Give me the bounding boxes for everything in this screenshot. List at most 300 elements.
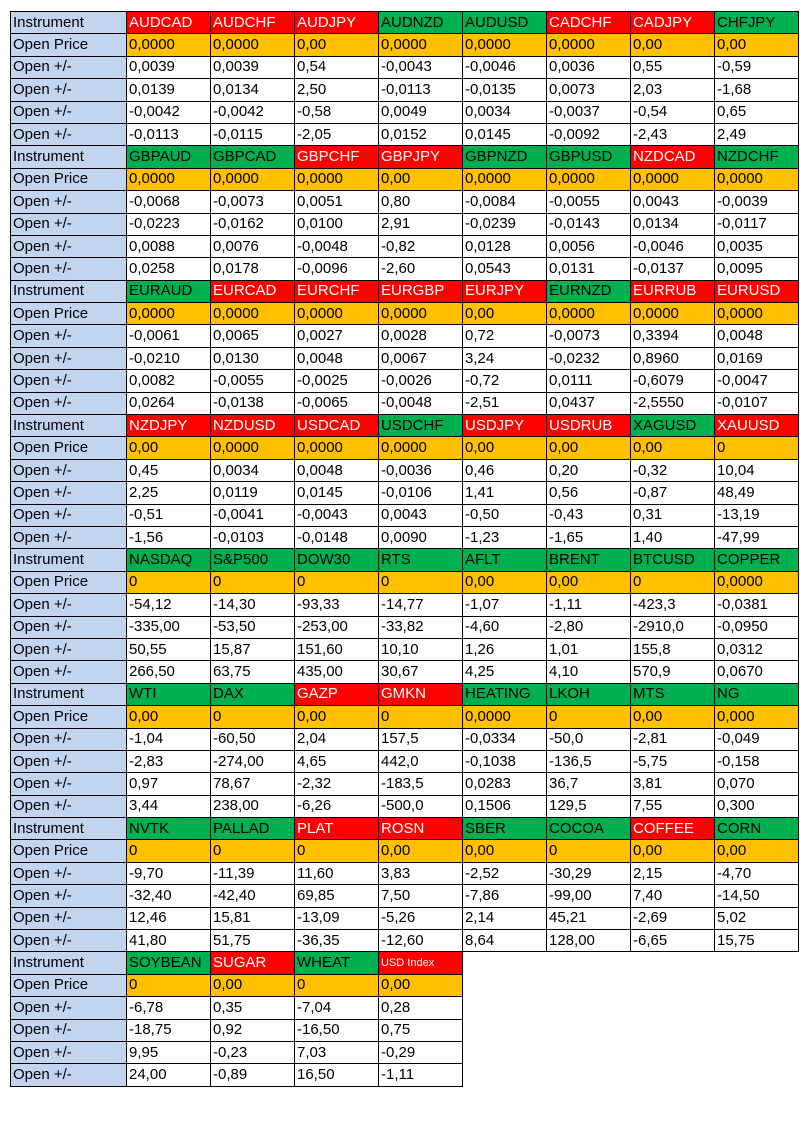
open-change-cell: -0,0048 (295, 235, 379, 257)
open-price-cell: 0,00 (379, 168, 463, 190)
open-change-cell: -335,00 (127, 616, 211, 638)
open-change-cell: 0,0076 (211, 235, 295, 257)
open-change-cell: -60,50 (211, 728, 295, 750)
open-price-cell: 0,00 (631, 840, 715, 862)
open-price-cell: 0,00 (463, 437, 547, 459)
open-price-row (11, 571, 799, 593)
open-price-cell: 0,0000 (127, 303, 211, 325)
instrument-name-cell: COPPER (715, 549, 799, 571)
row-label-open-change: Open +/- (11, 56, 127, 78)
open-change-cell: -0,0138 (211, 392, 295, 414)
open-change-cell: 4,10 (547, 661, 631, 683)
open-change-row (11, 213, 799, 235)
open-change-cell: -0,0042 (127, 101, 211, 123)
instrument-name-cell: SOYBEAN (127, 952, 211, 974)
instrument-name-cell: PALLAD (211, 818, 295, 840)
instrument-name-cell: RTS (379, 549, 463, 571)
row-label-open-price: Open Price (11, 840, 127, 862)
open-change-cell: -0,0037 (547, 101, 631, 123)
open-change-row (11, 728, 799, 750)
instrument-name-cell: BTCUSD (631, 549, 715, 571)
instrument-name-cell: GBPCHF (295, 146, 379, 168)
row-label-open-price: Open Price (11, 168, 127, 190)
open-price-cell: 0,00 (127, 706, 211, 728)
open-price-cell: 0,00 (295, 34, 379, 56)
open-price-cell: 0 (379, 706, 463, 728)
open-change-cell: -0,0381 (715, 594, 799, 616)
open-change-row (11, 1019, 799, 1041)
open-change-cell: 0,0039 (127, 56, 211, 78)
instrument-name-cell: USD Index (379, 952, 463, 974)
open-change-cell: -0,0061 (127, 325, 211, 347)
open-change-cell: 2,49 (715, 123, 799, 145)
open-change-cell: -5,26 (379, 907, 463, 929)
open-change-row (11, 907, 799, 929)
instrument-name-cell: USDRUB (547, 415, 631, 437)
open-change-cell: -14,77 (379, 594, 463, 616)
open-change-cell: 78,67 (211, 773, 295, 795)
open-change-cell: -54,12 (127, 594, 211, 616)
open-change-cell: -33,82 (379, 616, 463, 638)
open-change-cell: 51,75 (211, 930, 295, 952)
open-change-cell: 435,00 (295, 661, 379, 683)
row-label-instrument: Instrument (11, 952, 127, 974)
empty-cell (715, 997, 799, 1019)
open-change-cell: -0,58 (295, 101, 379, 123)
open-change-cell: 0,0034 (463, 101, 547, 123)
open-change-cell: 0,0065 (211, 325, 295, 347)
open-change-row (11, 862, 799, 884)
instrument-name-cell: WTI (127, 683, 211, 705)
instrument-name-cell: CORN (715, 818, 799, 840)
row-label-open-change: Open +/- (11, 1064, 127, 1086)
open-change-cell: -0,0106 (379, 482, 463, 504)
open-change-cell: -0,0143 (547, 213, 631, 235)
open-change-cell: 151,60 (295, 638, 379, 660)
open-change-cell: 0,56 (547, 482, 631, 504)
row-label-open-change: Open +/- (11, 638, 127, 660)
instrument-name-cell: USDCHF (379, 415, 463, 437)
instrument-header-row (11, 415, 799, 437)
open-price-cell: 0,00 (379, 840, 463, 862)
open-change-cell: -1,65 (547, 526, 631, 548)
open-change-cell: 1,41 (463, 482, 547, 504)
instrument-name-cell: CHFJPY (715, 12, 799, 34)
row-label-open-price: Open Price (11, 303, 127, 325)
open-price-cell: 0 (547, 840, 631, 862)
open-change-cell: 0,0088 (127, 235, 211, 257)
open-change-cell: 9,95 (127, 1041, 211, 1063)
open-change-cell: 30,67 (379, 661, 463, 683)
instrument-name-cell: NZDJPY (127, 415, 211, 437)
row-label-open-change: Open +/- (11, 235, 127, 257)
instrument-name-cell: USDCAD (295, 415, 379, 437)
open-change-cell: -2,51 (463, 392, 547, 414)
open-change-cell: -2,69 (631, 907, 715, 929)
open-change-cell: -0,049 (715, 728, 799, 750)
open-price-row (11, 706, 799, 728)
open-change-cell: 0,0034 (211, 459, 295, 481)
open-price-cell: 0 (211, 840, 295, 862)
open-change-cell: 0,0178 (211, 258, 295, 280)
empty-cell (463, 997, 547, 1019)
open-change-cell: 129,5 (547, 795, 631, 817)
empty-cell (547, 1064, 631, 1086)
open-change-cell: -1,11 (379, 1064, 463, 1086)
open-change-cell: 0,3394 (631, 325, 715, 347)
open-change-cell: 0,0283 (463, 773, 547, 795)
open-change-cell: -0,0950 (715, 616, 799, 638)
open-change-cell: -2,5550 (631, 392, 715, 414)
open-price-row (11, 437, 799, 459)
open-change-cell: 0,0067 (379, 347, 463, 369)
row-label-open-change: Open +/- (11, 191, 127, 213)
open-change-row (11, 1041, 799, 1063)
open-change-cell: -0,0113 (379, 79, 463, 101)
row-label-instrument: Instrument (11, 146, 127, 168)
open-change-cell: 16,50 (295, 1064, 379, 1086)
instrument-name-cell: GAZP (295, 683, 379, 705)
open-change-cell: 1,26 (463, 638, 547, 660)
open-change-cell: -0,0232 (547, 347, 631, 369)
open-change-cell: -42,40 (211, 885, 295, 907)
open-change-cell: -136,5 (547, 750, 631, 772)
open-change-cell: -2,05 (295, 123, 379, 145)
open-price-row (11, 974, 799, 996)
open-change-cell: 0,97 (127, 773, 211, 795)
instrument-name-cell: CADJPY (631, 12, 715, 34)
row-label-open-change: Open +/- (11, 482, 127, 504)
instrument-header-row (11, 818, 799, 840)
open-change-cell: -0,6079 (631, 370, 715, 392)
instrument-name-cell: EURCHF (295, 280, 379, 302)
open-change-row (11, 594, 799, 616)
instrument-name-cell: GBPNZD (463, 146, 547, 168)
row-label-open-change: Open +/- (11, 661, 127, 683)
open-price-cell: 0 (211, 571, 295, 593)
open-change-cell: 11,60 (295, 862, 379, 884)
open-change-cell: -1,68 (715, 79, 799, 101)
open-change-cell: 0,0119 (211, 482, 295, 504)
open-change-cell: -1,23 (463, 526, 547, 548)
open-change-cell: 7,55 (631, 795, 715, 817)
open-change-cell: -0,158 (715, 750, 799, 772)
instrument-name-cell: CADCHF (547, 12, 631, 34)
open-change-cell: 7,50 (379, 885, 463, 907)
open-change-cell: -0,0047 (715, 370, 799, 392)
open-change-cell: -0,54 (631, 101, 715, 123)
open-price-cell: 0,00 (715, 34, 799, 56)
open-change-cell: -93,33 (295, 594, 379, 616)
open-price-cell: 0,0000 (547, 34, 631, 56)
open-change-cell: 7,40 (631, 885, 715, 907)
open-change-cell: -1,56 (127, 526, 211, 548)
open-change-cell: -0,72 (463, 370, 547, 392)
empty-cell (547, 974, 631, 996)
instrument-name-cell: AUDJPY (295, 12, 379, 34)
open-change-cell: -2,80 (547, 616, 631, 638)
row-label-open-change: Open +/- (11, 750, 127, 772)
open-price-cell: 0,00 (463, 840, 547, 862)
instrument-name-cell: NZDCHF (715, 146, 799, 168)
open-price-cell: 0,0000 (127, 168, 211, 190)
instrument-header-row (11, 280, 799, 302)
open-change-cell: 266,50 (127, 661, 211, 683)
open-price-cell: 0,0000 (211, 34, 295, 56)
open-price-cell: 0 (631, 571, 715, 593)
row-label-open-change: Open +/- (11, 907, 127, 929)
open-change-cell: 0,0082 (127, 370, 211, 392)
instrument-header-row (11, 12, 799, 34)
open-change-row (11, 347, 799, 369)
row-label-open-change: Open +/- (11, 347, 127, 369)
open-price-cell: 0,00 (715, 840, 799, 862)
open-change-cell: 1,40 (631, 526, 715, 548)
instrument-name-cell: AFLT (463, 549, 547, 571)
open-change-cell: -2,32 (295, 773, 379, 795)
row-label-open-change: Open +/- (11, 930, 127, 952)
open-change-cell: -0,0043 (379, 56, 463, 78)
open-change-cell: -99,00 (547, 885, 631, 907)
open-change-cell: -0,0103 (211, 526, 295, 548)
open-change-cell: 4,25 (463, 661, 547, 683)
open-price-cell: 0,00 (211, 974, 295, 996)
open-price-cell: 0,0000 (547, 168, 631, 190)
open-change-cell: 2,14 (463, 907, 547, 929)
open-change-cell: -2,81 (631, 728, 715, 750)
open-change-cell: 4,65 (295, 750, 379, 772)
open-change-cell: 0,0043 (631, 191, 715, 213)
instrument-name-cell: MTS (631, 683, 715, 705)
open-change-cell: 0,45 (127, 459, 211, 481)
row-label-open-change: Open +/- (11, 370, 127, 392)
instrument-name-cell: NVTK (127, 818, 211, 840)
row-label-open-change: Open +/- (11, 123, 127, 145)
instrument-name-cell: LKOH (547, 683, 631, 705)
open-change-cell: 69,85 (295, 885, 379, 907)
open-change-cell: 0,46 (463, 459, 547, 481)
open-change-cell: 0,0130 (211, 347, 295, 369)
open-change-cell: -0,0334 (463, 728, 547, 750)
open-change-cell: -0,0148 (295, 526, 379, 548)
row-label-open-change: Open +/- (11, 459, 127, 481)
open-change-cell: -16,50 (295, 1019, 379, 1041)
open-change-cell: 2,50 (295, 79, 379, 101)
open-change-cell: 12,46 (127, 907, 211, 929)
open-price-cell: 0 (715, 437, 799, 459)
open-change-cell: 10,04 (715, 459, 799, 481)
open-price-row (11, 168, 799, 190)
instrument-name-cell: GMKN (379, 683, 463, 705)
open-change-cell: 0,0128 (463, 235, 547, 257)
open-change-cell: -6,65 (631, 930, 715, 952)
open-change-row (11, 56, 799, 78)
empty-cell (631, 974, 715, 996)
open-change-cell: 15,87 (211, 638, 295, 660)
row-label-instrument: Instrument (11, 549, 127, 571)
instrument-name-cell: NG (715, 683, 799, 705)
open-change-row (11, 930, 799, 952)
instrument-name-cell: AUDCAD (127, 12, 211, 34)
open-change-cell: 0,0036 (547, 56, 631, 78)
instrument-name-cell: EURAUD (127, 280, 211, 302)
open-change-row (11, 392, 799, 414)
open-price-cell: 0,0000 (211, 303, 295, 325)
open-change-cell: 0,72 (463, 325, 547, 347)
empty-cell (631, 1041, 715, 1063)
open-change-cell: -0,0117 (715, 213, 799, 235)
row-label-open-change: Open +/- (11, 862, 127, 884)
open-price-cell: 0 (295, 571, 379, 593)
open-change-row (11, 638, 799, 660)
open-change-cell: 0,35 (211, 997, 295, 1019)
open-change-cell: -0,0135 (463, 79, 547, 101)
open-change-cell: -11,39 (211, 862, 295, 884)
open-price-cell: 0 (295, 840, 379, 862)
row-label-open-change: Open +/- (11, 1041, 127, 1063)
open-change-cell: -2910,0 (631, 616, 715, 638)
row-label-open-change: Open +/- (11, 213, 127, 235)
open-change-row (11, 258, 799, 280)
instrument-name-cell: SUGAR (211, 952, 295, 974)
open-change-cell: 15,81 (211, 907, 295, 929)
open-change-cell: 0,0048 (295, 347, 379, 369)
row-label-open-change: Open +/- (11, 997, 127, 1019)
row-label-instrument: Instrument (11, 818, 127, 840)
open-change-cell: -4,60 (463, 616, 547, 638)
instrument-name-cell: EURCAD (211, 280, 295, 302)
open-change-cell: 0,0048 (295, 459, 379, 481)
empty-cell (547, 1019, 631, 1041)
open-change-cell: 0,20 (547, 459, 631, 481)
open-price-cell: 0,00 (295, 706, 379, 728)
instrument-name-cell: PLAT (295, 818, 379, 840)
open-change-cell: -0,0046 (631, 235, 715, 257)
open-change-cell: 0,80 (379, 191, 463, 213)
open-price-cell: 0,0000 (295, 303, 379, 325)
open-change-cell: 0,0258 (127, 258, 211, 280)
open-change-cell: 0,0051 (295, 191, 379, 213)
open-change-cell: 0,0039 (211, 56, 295, 78)
row-label-open-change: Open +/- (11, 392, 127, 414)
open-change-cell: 0,0145 (463, 123, 547, 145)
open-change-cell: -7,86 (463, 885, 547, 907)
open-change-cell: 3,44 (127, 795, 211, 817)
open-change-cell: -2,83 (127, 750, 211, 772)
open-change-cell: 0,54 (295, 56, 379, 78)
open-change-cell: -0,89 (211, 1064, 295, 1086)
open-change-cell: 0,0056 (547, 235, 631, 257)
open-change-cell: 0,0145 (295, 482, 379, 504)
open-price-cell: 0,0000 (295, 168, 379, 190)
instrument-name-cell: EURRUB (631, 280, 715, 302)
open-change-cell: -0,82 (379, 235, 463, 257)
instrument-name-cell: XAUUSD (715, 415, 799, 437)
open-change-cell: -0,0107 (715, 392, 799, 414)
open-change-row (11, 482, 799, 504)
open-change-cell: -0,50 (463, 504, 547, 526)
open-change-cell: 0,0139 (127, 79, 211, 101)
open-change-cell: -423,3 (631, 594, 715, 616)
open-change-cell: 128,00 (547, 930, 631, 952)
open-change-cell: -0,0046 (463, 56, 547, 78)
open-change-row (11, 997, 799, 1019)
open-change-cell: -0,0210 (127, 347, 211, 369)
instrument-name-cell: WHEAT (295, 952, 379, 974)
open-change-cell: -47,99 (715, 526, 799, 548)
open-price-cell: 0,0000 (715, 303, 799, 325)
open-change-cell: -0,0223 (127, 213, 211, 235)
open-change-cell: 0,75 (379, 1019, 463, 1041)
open-change-cell: -0,23 (211, 1041, 295, 1063)
instrument-name-cell: AUDUSD (463, 12, 547, 34)
open-change-cell: -30,29 (547, 862, 631, 884)
open-price-cell: 0 (295, 974, 379, 996)
open-change-cell: 0,0111 (547, 370, 631, 392)
open-change-cell: 0,0048 (715, 325, 799, 347)
open-price-cell: 0,00 (547, 571, 631, 593)
open-price-cell: 0,00 (631, 34, 715, 56)
instrument-header-row (11, 549, 799, 571)
open-change-row (11, 661, 799, 683)
open-change-cell: -1,07 (463, 594, 547, 616)
open-price-cell: 0,000 (715, 706, 799, 728)
open-price-cell: 0,0000 (463, 34, 547, 56)
row-label-open-change: Open +/- (11, 1019, 127, 1041)
open-change-cell: -0,29 (379, 1041, 463, 1063)
open-price-cell: 0,0000 (211, 437, 295, 459)
open-change-cell: -0,87 (631, 482, 715, 504)
open-change-cell: 63,75 (211, 661, 295, 683)
instrument-name-cell: NZDCAD (631, 146, 715, 168)
open-change-cell: 2,03 (631, 79, 715, 101)
open-change-cell: 0,0169 (715, 347, 799, 369)
instrument-name-cell: ROSN (379, 818, 463, 840)
open-price-cell: 0 (127, 974, 211, 996)
open-change-cell: -32,40 (127, 885, 211, 907)
open-change-cell: 0,55 (631, 56, 715, 78)
open-change-row (11, 1064, 799, 1086)
instrument-name-cell: EURNZD (547, 280, 631, 302)
open-change-cell: -0,32 (631, 459, 715, 481)
instrument-name-cell: GBPUSD (547, 146, 631, 168)
instrument-name-cell: S&P500 (211, 549, 295, 571)
row-label-open-change: Open +/- (11, 79, 127, 101)
open-price-cell: 0,0000 (379, 303, 463, 325)
open-change-row (11, 325, 799, 347)
open-change-cell: 157,5 (379, 728, 463, 750)
instrument-table-body (11, 12, 799, 1087)
open-change-cell: 570,9 (631, 661, 715, 683)
instrument-name-cell: NZDUSD (211, 415, 295, 437)
open-change-cell: 0,0043 (379, 504, 463, 526)
open-price-cell: 0,00 (463, 303, 547, 325)
row-label-open-change: Open +/- (11, 504, 127, 526)
instrument-name-cell: COFFEE (631, 818, 715, 840)
open-change-cell: 0,92 (211, 1019, 295, 1041)
open-change-cell: -0,0043 (295, 504, 379, 526)
open-change-row (11, 459, 799, 481)
open-change-cell: 36,7 (547, 773, 631, 795)
row-label-open-change: Open +/- (11, 526, 127, 548)
open-price-cell: 0,00 (547, 437, 631, 459)
row-label-instrument: Instrument (11, 12, 127, 34)
row-label-open-change: Open +/- (11, 101, 127, 123)
empty-cell (547, 1041, 631, 1063)
open-change-cell: 0,28 (379, 997, 463, 1019)
instrument-name-cell: GBPAUD (127, 146, 211, 168)
open-change-cell: 2,15 (631, 862, 715, 884)
